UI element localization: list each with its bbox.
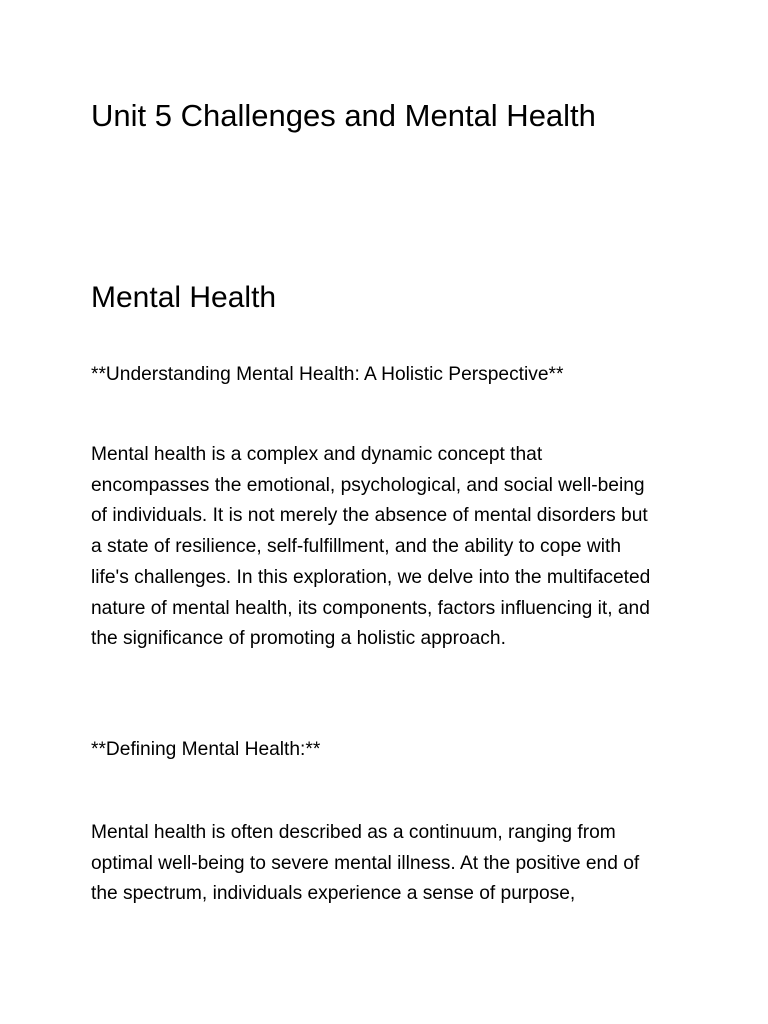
paragraph-continuum: Mental health is often described as a continuum, ranging from optimal well-being to severe mental illness. At the positive end of the spectrum, individuals experience a sense of purpose, xyxy=(91,822,640,905)
subheading-defining: **Defining Mental Health:** xyxy=(91,739,321,760)
subheading-understanding: **Understanding Mental Health: A Holistic Perspective** xyxy=(91,364,564,385)
section-title: Mental Health xyxy=(91,281,277,314)
unit-title: Unit 5 Challenges and Mental Health xyxy=(91,98,596,133)
paragraph-intro: Mental health is a complex and dynamic concept that encompasses the emotional, psychological, and social well-being of individuals. It is not merely the absence of mental disorders but a state of resilience, self-fulfillment, and the ability to cope with life's challenges. In this exploration, we delve into the multifaceted nature of mental health, its components, factors influencing it, and the significance of promoting a holistic approach. xyxy=(91,444,651,650)
